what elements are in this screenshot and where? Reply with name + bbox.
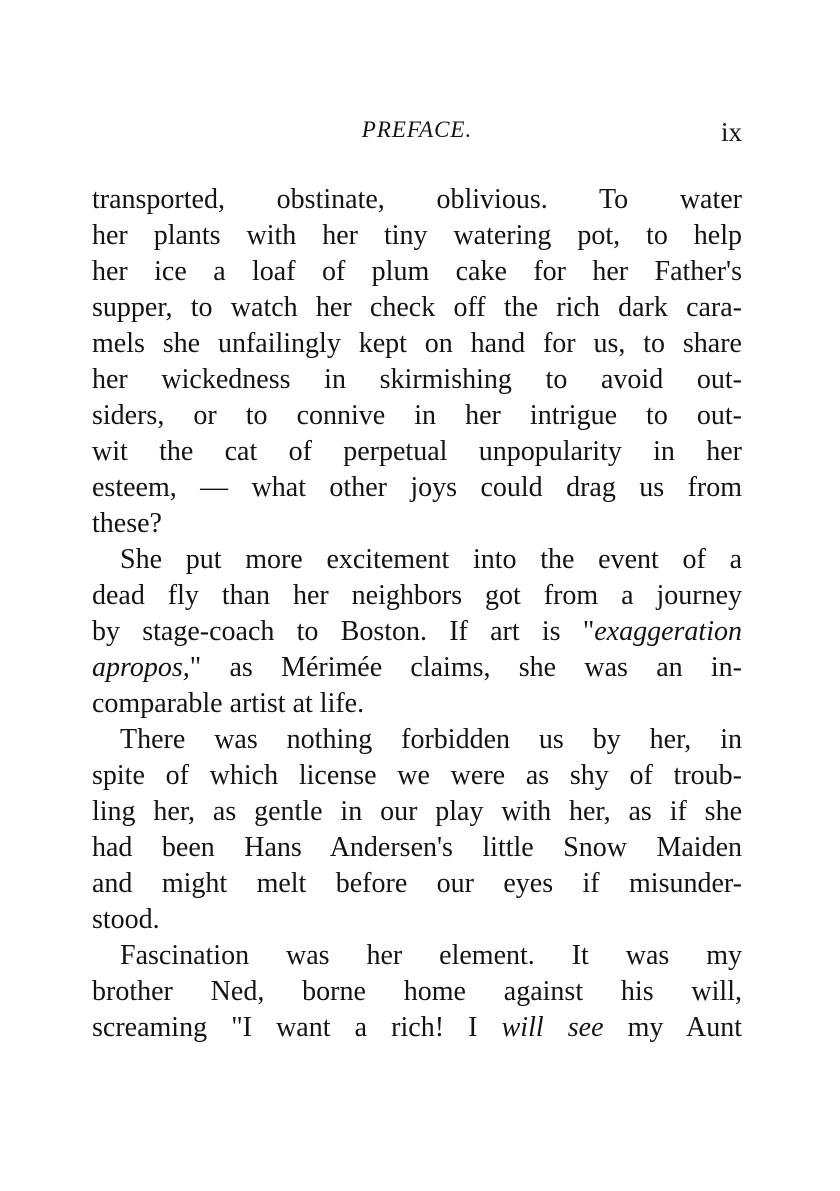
running-head — [92, 117, 742, 151]
running-title: PREFACE. — [361, 117, 473, 142]
text-line: her plants with her tiny watering pot, to help — [92, 220, 742, 251]
text-line: supper, to watch her check off the rich dark cara- — [92, 292, 742, 323]
text-line: comparable artist at life. — [92, 688, 365, 719]
page-number: ix — [720, 117, 742, 147]
text-line: She put more excitement into the event of a — [120, 544, 742, 575]
text-line: Fascination was her element. It was my — [120, 940, 742, 971]
text-line — [92, 650, 742, 686]
text-line: There was nothing forbidden us by her, in — [120, 724, 742, 755]
text-line: and might melt before our eyes if misunder- — [92, 868, 742, 899]
text-line: esteem, — what other joys could drag us from — [92, 472, 742, 503]
text-line: transported, obstinate, oblivious. To water — [92, 184, 742, 215]
text-fragment: " as Mérimée claims, she was an in- — [189, 652, 742, 683]
paragraph-1 — [92, 182, 742, 542]
italic-phrase: will see — [501, 1012, 604, 1043]
text-line: wit the cat of perpetual unpopularity in her — [92, 436, 742, 467]
text-line: these? — [92, 508, 162, 539]
text-line: siders, or to connive in her intrigue to out- — [92, 400, 742, 431]
text-line: mels she unfailingly kept on hand for us, to share — [92, 328, 742, 359]
text-fragment: screaming "I want a rich! I — [92, 1012, 502, 1043]
text-line — [92, 1010, 742, 1046]
text-line: dead fly than her neighbors got from a journey — [92, 580, 742, 611]
italic-phrase: exaggeration — [594, 616, 742, 647]
text-line: stood. — [92, 904, 160, 935]
text-line: brother Ned, borne home against his will, — [92, 976, 742, 1007]
italic-phrase: apropos, — [92, 652, 190, 683]
text-line: her ice a loaf of plum cake for her Father's — [92, 256, 742, 287]
text-line: ling her, as gentle in our play with her, as if she — [92, 796, 742, 827]
paragraph-3 — [92, 722, 742, 938]
body-text — [92, 182, 742, 1046]
paragraph-2 — [92, 542, 742, 722]
text-line — [92, 614, 742, 650]
text-fragment: my Aunt — [603, 1012, 743, 1043]
text-fragment: by stage-coach to Boston. If art is " — [92, 616, 595, 647]
text-line: had been Hans Andersen's little Snow Maiden — [92, 832, 742, 863]
text-line: spite of which license we were as shy of troub- — [92, 760, 742, 791]
paragraph-4 — [92, 938, 742, 1046]
text-line: her wickedness in skirmishing to avoid out- — [92, 364, 742, 395]
